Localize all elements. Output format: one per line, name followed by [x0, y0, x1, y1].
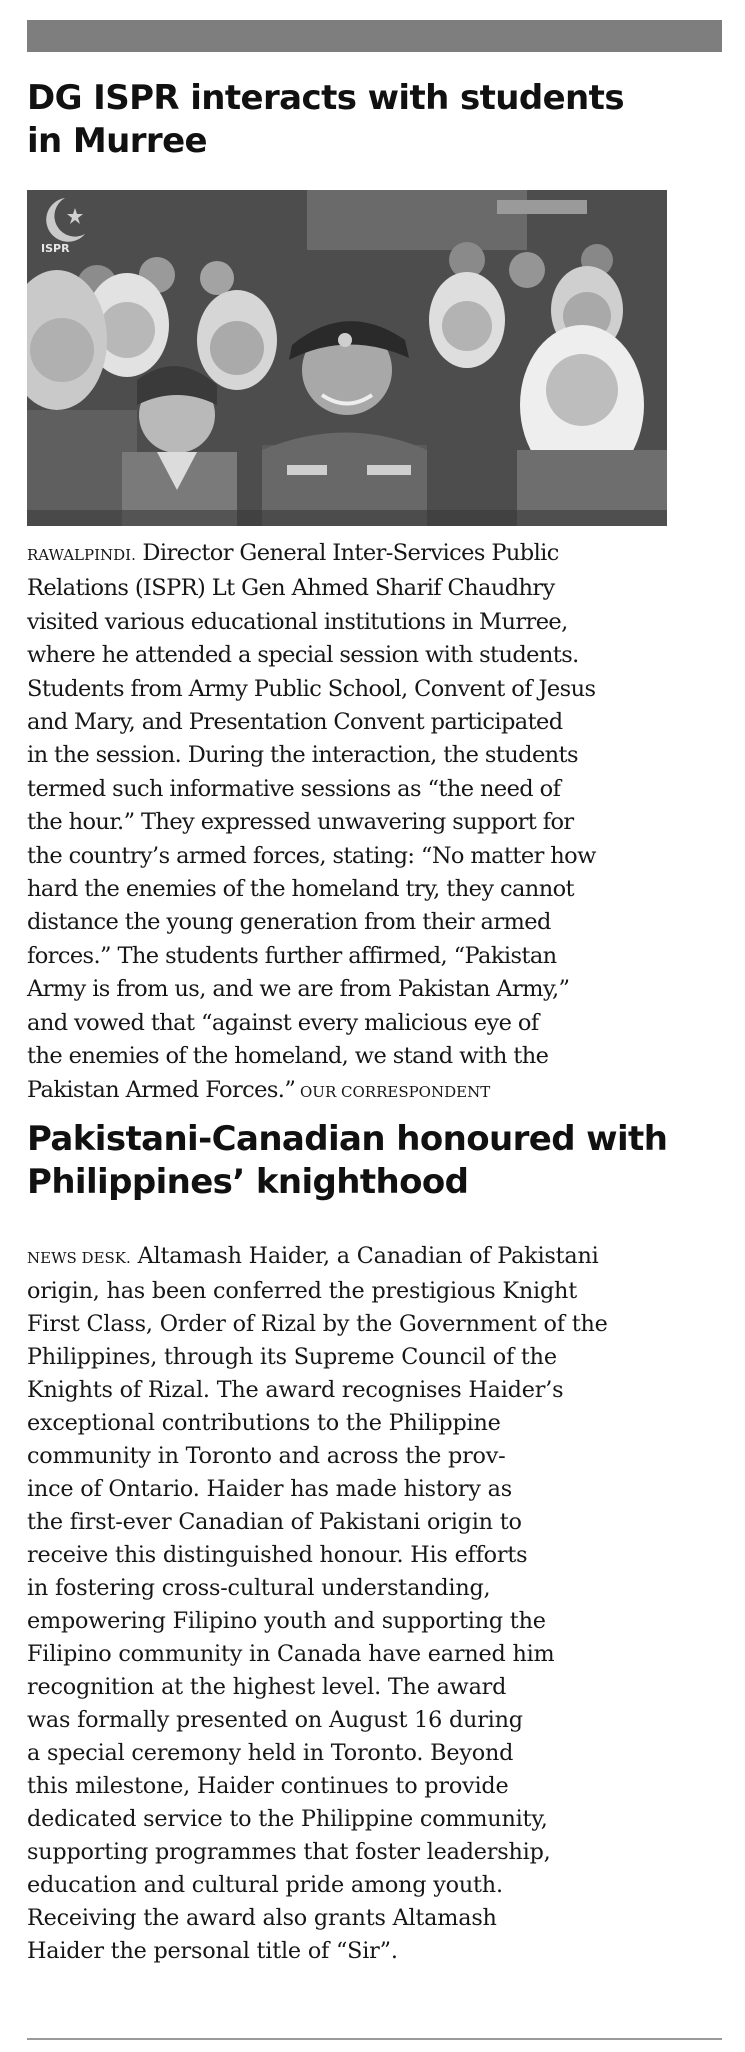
students-group-photo: [27, 190, 667, 526]
headline-knighthood: Pakistani-Canadian honoured with Philippines’ knighthood: [27, 1119, 668, 1202]
article-body-knighthood: [27, 1240, 707, 1968]
dateline: RAWALPINDI.: [27, 546, 136, 564]
body-text: origin, has been conferred the prestigious Knight First Class, Order of Rizal by the Government of the Philippines, through its Supreme Council of the Knights of Rizal. The award recognises Haider’s exceptional contributions to the Philippine community in Toronto and across the prov- ince of Ontario. Haider has made history as the first-ever Canadian of Pakistani origin to receive this distinguished honour. His efforts in fostering cross-cultural understanding, empowering Filipino youth and supporting the Filipino community in Canada have earned him recognition at the highest level. The award was formally presented on August 16 during a special ceremony held in Toronto. Beyond this milestone, Haider continues to provide dedicated service to the Philippine community, supporting programmes that foster leadership, education and cultural pride among youth. Receiving the award also grants Altamash Haider the personal title of “Sir”.: [27, 1278, 608, 1964]
news-photo: [27, 190, 667, 526]
body-first-line: Altamash Haider, a Canadian of Pakistani: [130, 1243, 599, 1269]
ispr-watermark-label: ISPR: [41, 242, 70, 255]
body-first-line: Director General Inter-Services Public: [135, 540, 559, 566]
headline-dg-ispr: DG ISPR interacts with students in Murree: [27, 78, 624, 161]
body-text: Relations (ISPR) Lt Gen Ahmed Sharif Chaudhry visited various educational institutions in Murree, where he attended a special session with students. Students from Army Public School, Convent of Jesus and Mary, and Presentation Convent participated in the session. During the interaction, the students termed such informative sessions as “the need of the hour.” They expressed unwavering support for the country’s armed forces, stating: “No matter how hard the enemies of the homeland try, they cannot distance the young generation from their armed forces.” The students further affirmed, “Pakistan Army is from us, and we are from Pakistan Army,” and vowed that “against every malicious eye of the enemies of the homeland, we stand with the Pakistan Armed Forces.”: [27, 575, 596, 1103]
section-header-bar: [27, 20, 722, 52]
bottom-divider: [27, 2038, 722, 2040]
byline: OUR CORRESPONDENT: [295, 1082, 491, 1101]
article-body-dg-ispr: [27, 537, 707, 1109]
dateline: NEWS DESK.: [27, 1249, 131, 1267]
